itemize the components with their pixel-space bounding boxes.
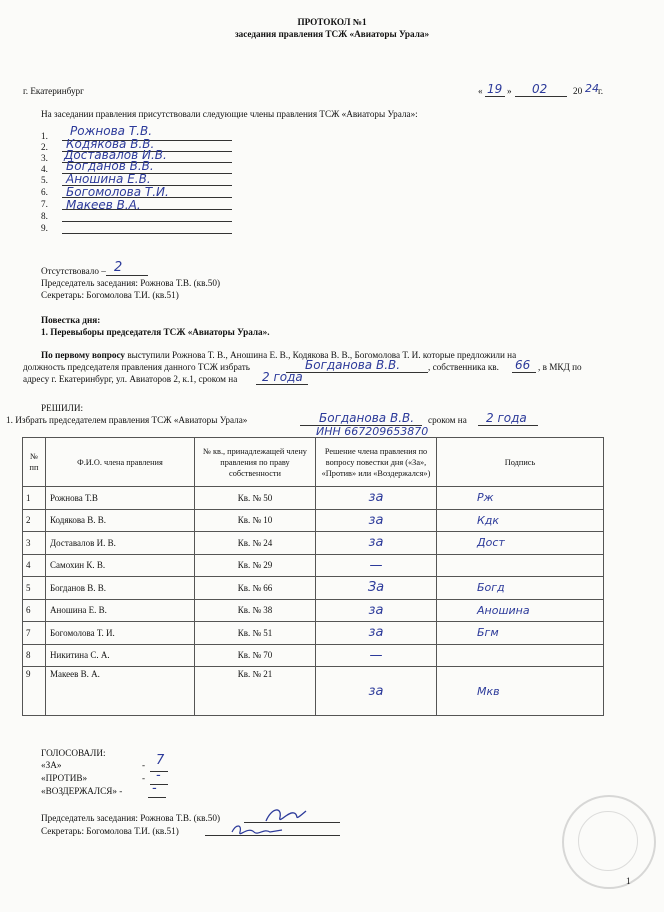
decision-heading: РЕШИЛИ: [41, 403, 84, 413]
absent-underline [106, 275, 148, 276]
stamp-seal [562, 795, 656, 889]
page-number: 1 [626, 876, 631, 886]
row-name: Аношина Е. В. [46, 599, 195, 622]
row-decision: — [316, 554, 437, 577]
row-signature: Мкв [437, 667, 604, 716]
row-name: Богданов В. В. [46, 577, 195, 600]
row-number: 5 [23, 577, 46, 600]
member-line [62, 221, 232, 222]
vote-abstain-label: «ВОЗДЕРЖАЛСЯ» - [41, 786, 123, 796]
member-name: Рожнова Т.В. [70, 124, 153, 138]
table-row [23, 667, 604, 716]
row-number: 7 [23, 622, 46, 645]
row-decision: за [316, 667, 437, 716]
table-row [23, 487, 604, 510]
row-number: 8 [23, 644, 46, 667]
member-name: Макеев В.А. [66, 198, 141, 212]
vote-for-value: 7 [156, 753, 165, 768]
member-line [62, 233, 232, 234]
member-number: 8. [41, 211, 48, 221]
decision-inn: ИНН 667209653870 [316, 425, 429, 438]
row-apartment: Кв. № 51 [195, 622, 316, 645]
member-number: 5. [41, 175, 48, 185]
absent-value: 2 [114, 260, 123, 275]
date-day: 19 [487, 82, 503, 96]
member-number: 1. [41, 131, 48, 141]
row-signature: Дост [437, 532, 604, 555]
row-name: Богомолова Т. И. [46, 622, 195, 645]
row-number: 6 [23, 599, 46, 622]
member-number: 2. [41, 142, 48, 152]
row-apartment: Кв. № 10 [195, 509, 316, 532]
vote-against-label: «ПРОТИВ» [41, 773, 88, 783]
table-row [23, 554, 604, 577]
header-signature: Подпись [437, 438, 604, 487]
question-line-2a: должность председателя правления данного ТСЖ избрать [23, 362, 250, 372]
apartment-underline [512, 372, 536, 373]
question-candidate: Богданова В.В. [305, 358, 401, 372]
decision-elected: Богданова В.В. [319, 411, 415, 425]
member-name: Аношина Е.В. [66, 172, 151, 186]
member-number: 6. [41, 187, 48, 197]
member-name: Богданов В.В. [66, 159, 154, 173]
header-apartment: № кв., принадлежащей члену правления по праву собственности [195, 438, 316, 487]
table-row [23, 532, 604, 555]
decision-text: 1. Избрать председателем правления ТСЖ «Авиаторы Урала» [6, 415, 248, 425]
date-month-underline [515, 96, 567, 97]
vote-for-label: «ЗА» [41, 760, 62, 770]
member-number: 4. [41, 164, 48, 174]
row-name: Самохин К. В. [46, 554, 195, 577]
row-decision: за [316, 509, 437, 532]
term-underline [256, 384, 308, 385]
city: г. Екатеринбург [23, 86, 84, 96]
document-subtitle: заседания правления ТСЖ «Авиаторы Урала» [234, 29, 430, 39]
voting-heading: ГОЛОСОВАЛИ: [41, 748, 106, 758]
date-year-suffix: 24 [585, 82, 599, 95]
candidate-underline [286, 372, 428, 373]
row-decision: за [316, 599, 437, 622]
member-name: Доставалов И.В. [64, 148, 167, 162]
row-name: Доставалов И. В. [46, 532, 195, 555]
table-row [23, 599, 604, 622]
secretary-line: Секретарь: Богомолова Т.И. (кв.51) [41, 290, 179, 300]
question-line-3: адресу г. Екатеринбург, ул. Авиаторов 2, к.1, сроком на [23, 374, 238, 384]
date-month: 02 [532, 82, 548, 96]
row-decision: За [316, 577, 437, 600]
question-line-1 [41, 350, 516, 360]
sign-secretary: Секретарь: Богомолова Т.И. (кв.51) [41, 826, 179, 836]
row-decision: за [316, 487, 437, 510]
attendance-intro: На заседании правления присутствовали следующие члены правления ТСЖ «Авиаторы Урала»: [41, 109, 418, 119]
row-signature: Кдк [437, 509, 604, 532]
absent-label: Отсутствовало – [41, 266, 106, 276]
row-signature [437, 644, 604, 667]
decision-term: 2 года [486, 411, 527, 425]
row-apartment: Кв. № 70 [195, 644, 316, 667]
row-apartment: Кв. № 66 [195, 577, 316, 600]
date-open-quote: « [478, 86, 483, 96]
date-day-underline [485, 96, 505, 97]
member-number: 7. [41, 199, 48, 209]
vote-abstain-underline [148, 797, 166, 798]
row-name: Макеев В. А. [46, 667, 195, 716]
header-decision: Решение члена правления по вопросу повестки дня («За», «Против» или «Воздержался») [316, 438, 437, 487]
question-term: 2 года [262, 370, 303, 384]
vote-against-dash: - [142, 773, 146, 783]
vote-against-value: - [156, 768, 161, 783]
agenda-heading: Повестка дня: [41, 315, 101, 325]
table-row [23, 644, 604, 667]
table-row [23, 622, 604, 645]
chair-line: Председатель заседания: Рожнова Т.В. (кв.50) [41, 278, 221, 288]
row-name: Никитина С. А. [46, 644, 195, 667]
vote-abstain-value: - [152, 781, 157, 796]
document-title: ПРОТОКОЛ №1 [297, 17, 367, 27]
member-number: 3. [41, 153, 48, 163]
question-apartment: 66 [515, 358, 531, 372]
row-number: 2 [23, 509, 46, 532]
agenda-item: 1. Перевыборы председателя ТСЖ «Авиаторы Урала». [41, 327, 270, 337]
row-apartment: Кв. № 21 [195, 667, 316, 716]
row-decision: — [316, 644, 437, 667]
table-row [23, 577, 604, 600]
row-signature: Бгм [437, 622, 604, 645]
row-signature: Рж [437, 487, 604, 510]
row-number: 9 [23, 667, 46, 716]
header-name: Ф.И.О. члена правления [46, 438, 195, 487]
row-number: 3 [23, 532, 46, 555]
decision-term-label: сроком на [428, 415, 467, 425]
row-name: Рожнова Т.В [46, 487, 195, 510]
row-decision: за [316, 622, 437, 645]
decision-term-underline [478, 425, 538, 426]
row-apartment: Кв. № 50 [195, 487, 316, 510]
row-decision: за [316, 532, 437, 555]
row-signature [437, 554, 604, 577]
date-year-unit: г. [598, 86, 604, 96]
row-apartment: Кв. № 29 [195, 554, 316, 577]
date-year-prefix: 20 [573, 86, 583, 96]
row-number: 4 [23, 554, 46, 577]
row-apartment: Кв. № 24 [195, 532, 316, 555]
table-row [23, 509, 604, 532]
votes-table [22, 437, 604, 716]
row-apartment: Кв. № 38 [195, 599, 316, 622]
date-close-quote: » [507, 86, 512, 96]
row-number: 1 [23, 487, 46, 510]
sign-chair: Председатель заседания: Рожнова Т.В. (кв.50) [41, 813, 221, 823]
member-name: Богомолова Т.И. [66, 185, 169, 199]
question-speakers: выступили Рожнова Т. В., Аношина Е. В., Кодякова В. В., Богомолова Т. И. которые предложили на [125, 350, 517, 360]
question-line-2c: , в МКД по [538, 362, 582, 372]
vote-for-dash: - [142, 760, 146, 770]
member-number: 9. [41, 223, 48, 233]
question-line-2b: , собственника кв. [428, 362, 499, 372]
row-signature: Богд [437, 577, 604, 600]
header-number: № пп [23, 438, 46, 487]
row-signature: Аношина [437, 599, 604, 622]
table-header-row [23, 438, 604, 487]
member-line [62, 209, 232, 210]
secretary-signature-mark [228, 820, 288, 840]
member-name: Кодякова В.В. [66, 137, 155, 151]
question-lead: По первому вопросу [41, 350, 126, 360]
row-name: Кодякова В. В. [46, 509, 195, 532]
